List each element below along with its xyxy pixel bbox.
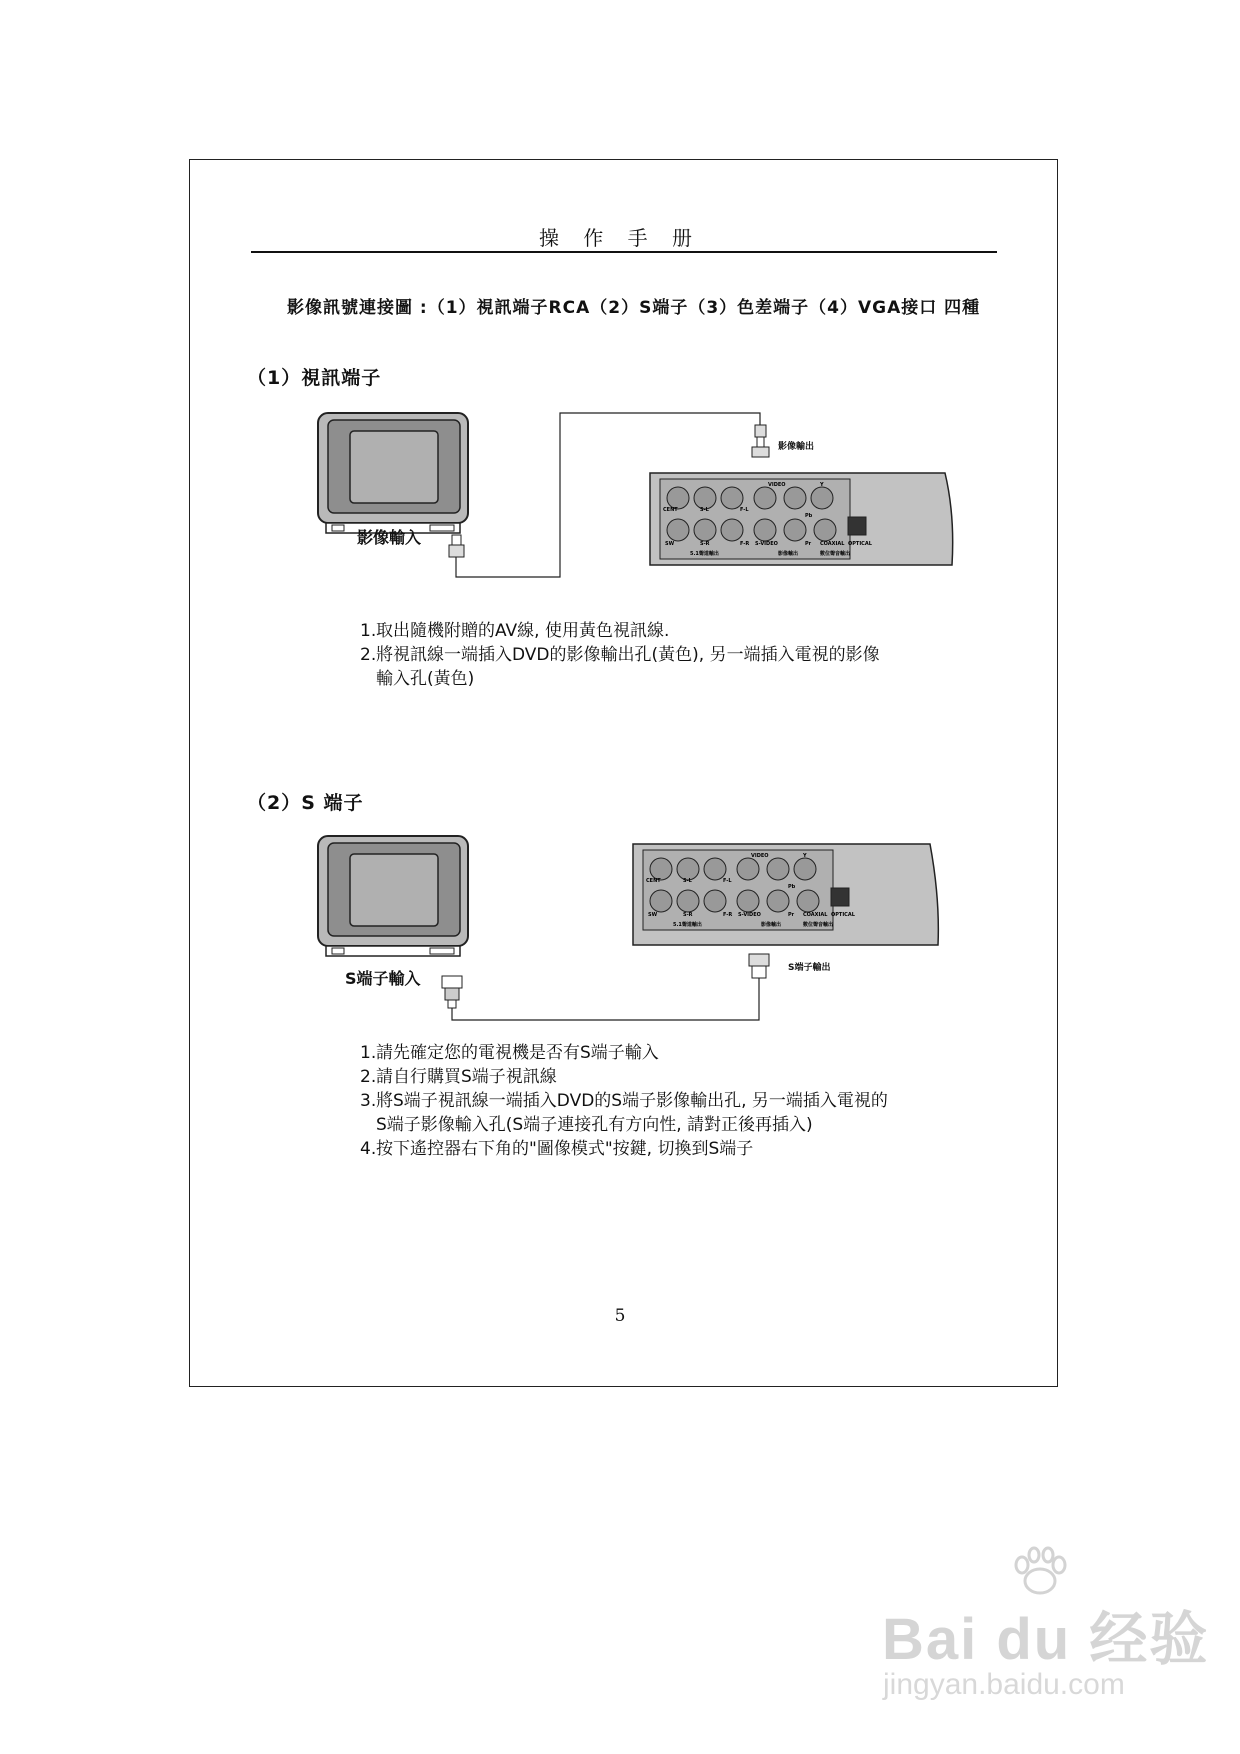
svg-text:COAXIAL: COAXIAL	[803, 912, 828, 918]
svideo-plug-tv	[442, 976, 462, 1008]
instruction-item: 2. 請自行購買S端子視訊線	[360, 1067, 557, 1087]
svg-text:5.1聲道輸出: 5.1聲道輸出	[673, 922, 702, 928]
instruction-item: 1. 請先確定您的電視機是否有S端子輸入	[360, 1043, 659, 1063]
svg-text:影像輸出: 影像輸出	[761, 922, 782, 928]
instruction-item: 2. 將視訊線一端插入DVD的影像輸出孔(黃色), 另一端插入電視的影像	[360, 645, 880, 665]
svg-text:SW: SW	[665, 541, 675, 547]
instruction-item: 輸入孔(黃色)	[376, 669, 475, 689]
tv-illustration	[318, 836, 468, 956]
rca-plug-tv	[449, 535, 464, 557]
section-2-instructions	[360, 1041, 888, 1161]
svg-text:Y: Y	[803, 853, 807, 859]
svg-text:S-L: S-L	[700, 507, 709, 513]
svg-text:S-VIDEO: S-VIDEO	[755, 541, 778, 547]
svg-text:S-R: S-R	[700, 541, 710, 547]
paw-icon	[1010, 1545, 1070, 1597]
section-1-title: （1）視訊端子	[247, 367, 382, 389]
svg-text:F-R: F-R	[740, 541, 750, 547]
dvd-back-panel	[650, 473, 953, 565]
svg-text:COAXIAL: COAXIAL	[820, 541, 845, 547]
dvd-back-panel	[633, 844, 938, 945]
dvd-video-output-label: 影像輸出	[778, 442, 815, 452]
svg-text:S-L: S-L	[683, 878, 692, 884]
svg-text:F-R: F-R	[723, 912, 733, 918]
svg-text:Y: Y	[820, 482, 824, 488]
dvd-svideo-output-label: S端子輸出	[788, 963, 831, 973]
diagram-s-video	[300, 828, 960, 1028]
svg-text:S-VIDEO: S-VIDEO	[738, 912, 761, 918]
intro-heading: 影像訊號連接圖 :（1）視訊端子RCA（2）S端子（3）色差端子（4）VGA接口 四種	[287, 298, 981, 318]
svideo-plug-dvd	[749, 954, 769, 978]
instruction-item: 4. 按下遙控器右下角的"圖像模式"按鍵, 切換到S端子	[360, 1139, 754, 1159]
svg-text:CENT: CENT	[646, 878, 661, 884]
section-2-title: （2）S 端子	[247, 792, 364, 814]
svg-text:OPTICAL: OPTICAL	[831, 912, 855, 918]
svg-text:F-L: F-L	[740, 507, 749, 513]
page-number: 5	[614, 1306, 626, 1326]
svg-text:VIDEO: VIDEO	[751, 853, 769, 859]
page-frame	[189, 159, 1058, 1387]
svg-text:Pb: Pb	[788, 884, 796, 890]
tv-svideo-input-label: S端子輸入	[345, 969, 421, 988]
instruction-item: 3. 將S端子視訊線一端插入DVD的S端子影像輸出孔, 另一端插入電視的	[360, 1091, 888, 1111]
svg-text:Pr: Pr	[788, 912, 795, 918]
tv-illustration	[318, 413, 468, 533]
diagram-composite-video	[300, 405, 960, 595]
instruction-item: 1. 取出隨機附贈的AV線, 使用黃色視訊線.	[360, 621, 670, 641]
svg-text:CENT: CENT	[663, 507, 678, 513]
svg-text:Pb: Pb	[805, 513, 813, 519]
svg-text:數位聲音輸出: 數位聲音輸出	[820, 551, 851, 557]
rca-plug-dvd	[752, 425, 769, 457]
svg-text:S-R: S-R	[683, 912, 693, 918]
svg-text:影像輸出: 影像輸出	[778, 551, 799, 557]
page-header-title: 操 作 手 册	[538, 226, 702, 250]
svg-text:SW: SW	[648, 912, 658, 918]
instruction-item: S端子影像輸入孔(S端子連接孔有方向性, 請對正後再插入)	[376, 1115, 813, 1135]
svg-text:Pr: Pr	[805, 541, 812, 547]
svg-text:VIDEO: VIDEO	[768, 482, 786, 488]
header-rule	[251, 251, 997, 253]
svg-text:F-L: F-L	[723, 878, 732, 884]
tv-video-input-label: 影像輸入	[357, 528, 422, 547]
svideo-cable	[452, 978, 759, 1020]
svg-text:數位聲音輸出: 數位聲音輸出	[803, 922, 834, 928]
watermark-url: jingyan.baidu.com	[883, 1668, 1125, 1701]
watermark-logo: Bai du 经验	[882, 1607, 1210, 1672]
section-1-instructions	[360, 619, 880, 691]
svg-text:OPTICAL: OPTICAL	[848, 541, 872, 547]
svg-text:5.1聲道輸出: 5.1聲道輸出	[690, 551, 719, 557]
